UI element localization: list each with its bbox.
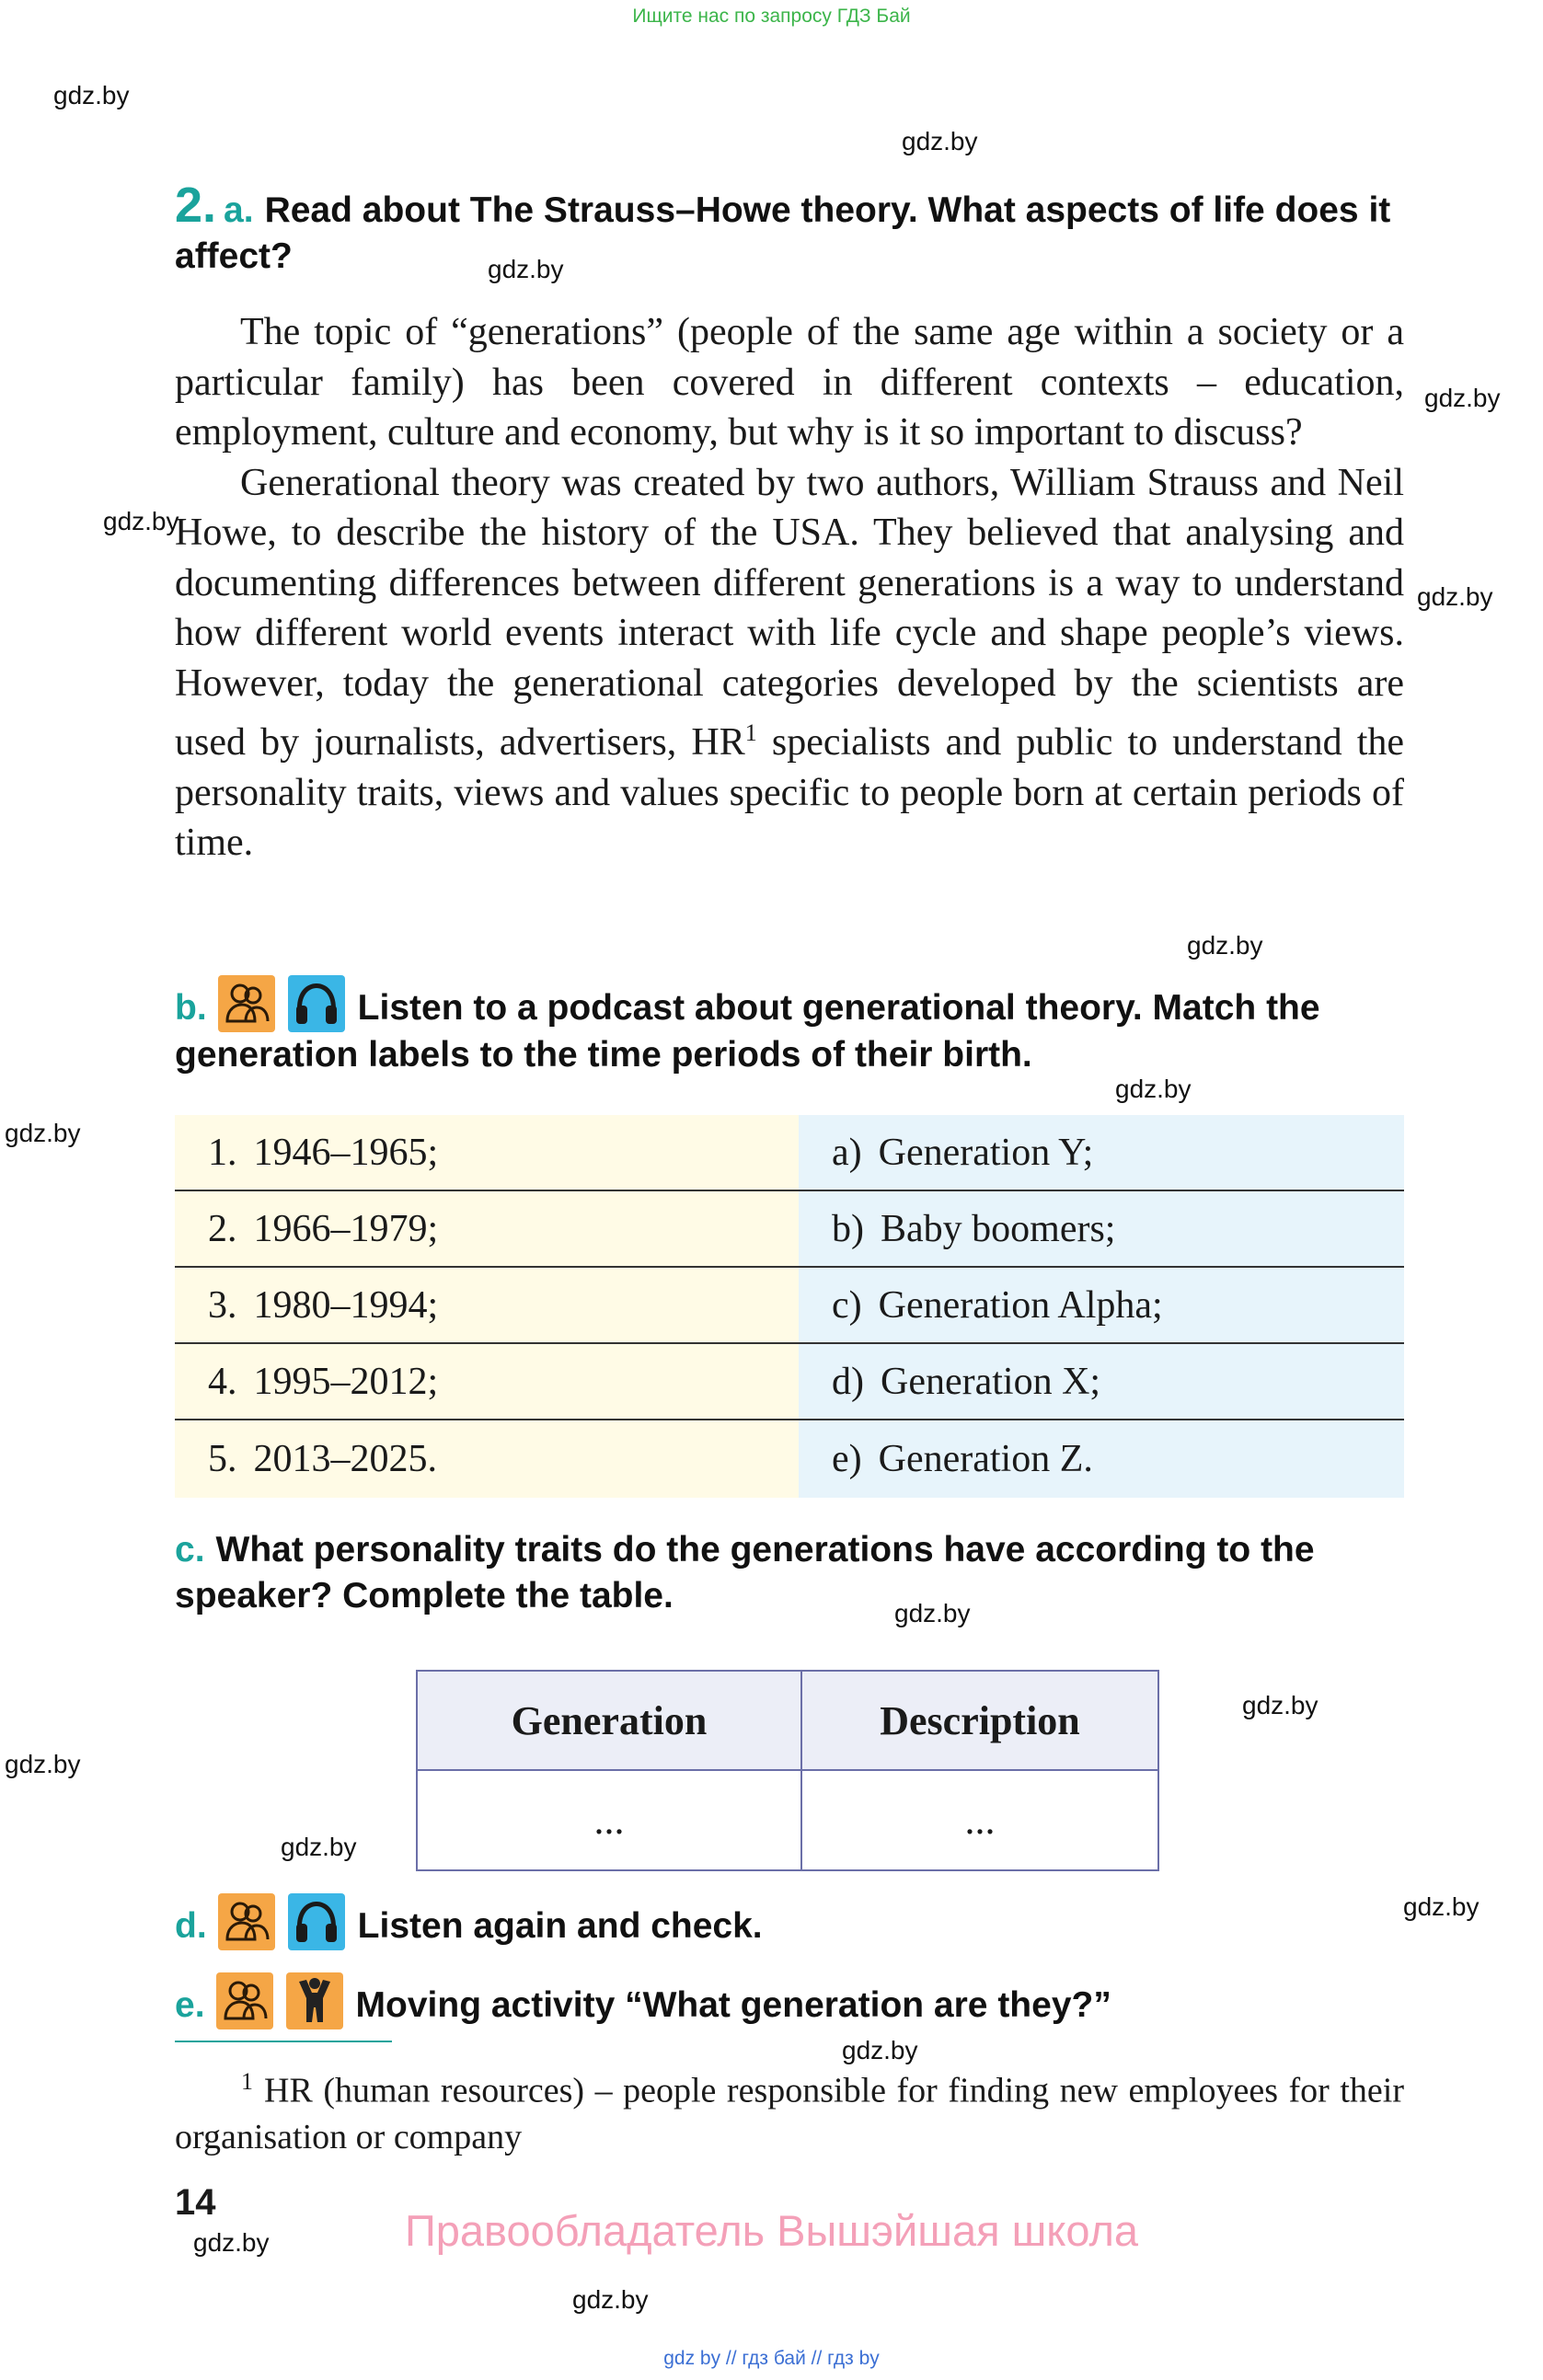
reading-paragraph-2	[175, 458, 1404, 868]
table-header-generation: Generation	[417, 1671, 801, 1770]
table-header-description: Description	[801, 1671, 1158, 1770]
task-b-instruction: Listen to a podcast about generational theory. Match the generation labels to the time periods of their birth.	[175, 988, 1320, 1075]
label-row	[799, 1420, 1404, 1497]
exercise-number: 2.	[175, 178, 217, 233]
headphones-icon	[288, 975, 345, 1032]
watermark: gdz.by	[842, 2036, 918, 2064]
page-number: 14	[175, 2182, 216, 2223]
label-index: b)	[832, 1207, 864, 1250]
group-icon	[218, 1893, 275, 1950]
watermark: gdz.by	[193, 2228, 270, 2257]
watermark: gdz.by	[1403, 1892, 1480, 1921]
task-letter-b: b.	[175, 988, 207, 1028]
task-letter-e: e.	[175, 1985, 205, 2025]
label-row	[799, 1115, 1404, 1191]
period-row	[175, 1115, 799, 1191]
reading-paragraph-2-end: specialists and public to understand the personality traits, views and values specific to people born at certain periods of time.	[175, 721, 1404, 864]
labels-column	[799, 1115, 1404, 1498]
watermark: gdz.by	[1424, 384, 1501, 412]
footnote-divider	[175, 2041, 392, 2042]
exercise-2a-heading	[175, 178, 1404, 280]
period-row	[175, 1268, 799, 1344]
group-icon	[216, 1972, 273, 2029]
watermark: gdz.by	[488, 255, 564, 283]
footnote-number: 1	[241, 2068, 253, 2095]
exercise-2b-heading	[175, 975, 1404, 1078]
period-index: 5.	[208, 1437, 237, 1480]
task-a-instruction: Read about The Strauss–Howe theory. What aspects of life does it affect?	[175, 190, 1391, 276]
watermark: gdz.by	[1187, 931, 1263, 960]
watermark: gdz.by	[281, 1833, 357, 1861]
task-letter-d: d.	[175, 1906, 207, 1946]
period-text: 1980–1994;	[253, 1283, 439, 1327]
headphones-icon	[288, 1893, 345, 1950]
group-icon	[218, 975, 275, 1032]
watermark: gdz.by	[5, 1750, 81, 1778]
period-text: 1946–1965;	[253, 1131, 439, 1174]
period-index: 2.	[208, 1207, 237, 1250]
reading-text	[175, 307, 1404, 868]
period-row	[175, 1420, 799, 1497]
period-index: 3.	[208, 1283, 237, 1327]
period-row	[175, 1191, 799, 1268]
reading-paragraph-2-text: Generational theory was created by two authors, William Strauss and Neil Howe, to describe the history of the USA. They believed that analysing and documenting differences between different generations is a way to understand how different world events interact with life cycle and shape people’s views. However, today the generational categories developed by the scientists are used by journalists, advertisers, HR	[175, 461, 1404, 764]
watermark: gdz.by	[894, 1599, 971, 1627]
footnote-marker: 1	[744, 719, 757, 746]
footnote-text: HR (human resources) – people responsible for finding new employees for their organisation or company	[175, 2071, 1404, 2156]
period-index: 1.	[208, 1131, 237, 1174]
table-cell-description: ...	[801, 1770, 1158, 1870]
exercise-2e-heading	[175, 1972, 1404, 2029]
label-text: Generation Z.	[878, 1437, 1093, 1480]
period-text: 1966–1979;	[253, 1207, 439, 1250]
watermark: gdz.by	[902, 127, 978, 155]
watermark: gdz.by	[1115, 1075, 1192, 1103]
label-index: a)	[832, 1131, 862, 1174]
watermark: gdz.by	[572, 2285, 649, 2314]
label-text: Generation X;	[881, 1360, 1101, 1403]
generation-table	[416, 1670, 1159, 1871]
reading-paragraph-1: The topic of “generations” (people of the same age within a society or a particular family) has been covered in different contexts – education, employment, culture and economy, but why is it so important to discuss?	[175, 311, 1404, 454]
bottom-links[interactable]: gdz by // гдз бай // гдз by	[663, 2348, 880, 2369]
top-banner: Ищите нас по запросу ГДЗ Бай	[632, 6, 911, 27]
matching-table	[175, 1115, 1404, 1498]
period-text: 2013–2025.	[253, 1437, 437, 1480]
publisher-notice: Правообладатель Вышэйшая школа	[404, 2206, 1139, 2255]
watermark: gdz.by	[1417, 582, 1493, 611]
label-row	[799, 1191, 1404, 1268]
period-row	[175, 1344, 799, 1420]
period-index: 4.	[208, 1360, 237, 1403]
table-cell-generation: ...	[417, 1770, 801, 1870]
footnote	[175, 2059, 1404, 2160]
label-index: d)	[832, 1360, 864, 1403]
exercise-2c-heading	[175, 1527, 1404, 1619]
task-d-instruction: Listen again and check.	[357, 1906, 763, 1946]
period-text: 1995–2012;	[253, 1360, 439, 1403]
watermark: gdz.by	[5, 1119, 81, 1147]
label-row	[799, 1268, 1404, 1344]
label-text: Generation Alpha;	[878, 1283, 1163, 1327]
watermark: gdz.by	[53, 81, 130, 109]
periods-column	[175, 1115, 799, 1498]
label-index: c)	[832, 1283, 862, 1327]
watermark: gdz.by	[1242, 1691, 1318, 1719]
task-c-instruction: What personality traits do the generations have according to the speaker? Complete the table.	[175, 1530, 1315, 1615]
task-letter-c: c.	[175, 1530, 205, 1569]
moving-person-icon	[286, 1972, 343, 2029]
exercise-2d-heading	[175, 1893, 1404, 1950]
label-text: Baby boomers;	[881, 1207, 1116, 1250]
task-e-instruction: Moving activity “What generation are they?”	[355, 1985, 1111, 2025]
label-text: Generation Y;	[878, 1131, 1094, 1174]
watermark: gdz.by	[103, 507, 179, 535]
task-letter-a: a.	[224, 190, 254, 230]
label-row	[799, 1344, 1404, 1420]
label-index: e)	[832, 1437, 862, 1480]
